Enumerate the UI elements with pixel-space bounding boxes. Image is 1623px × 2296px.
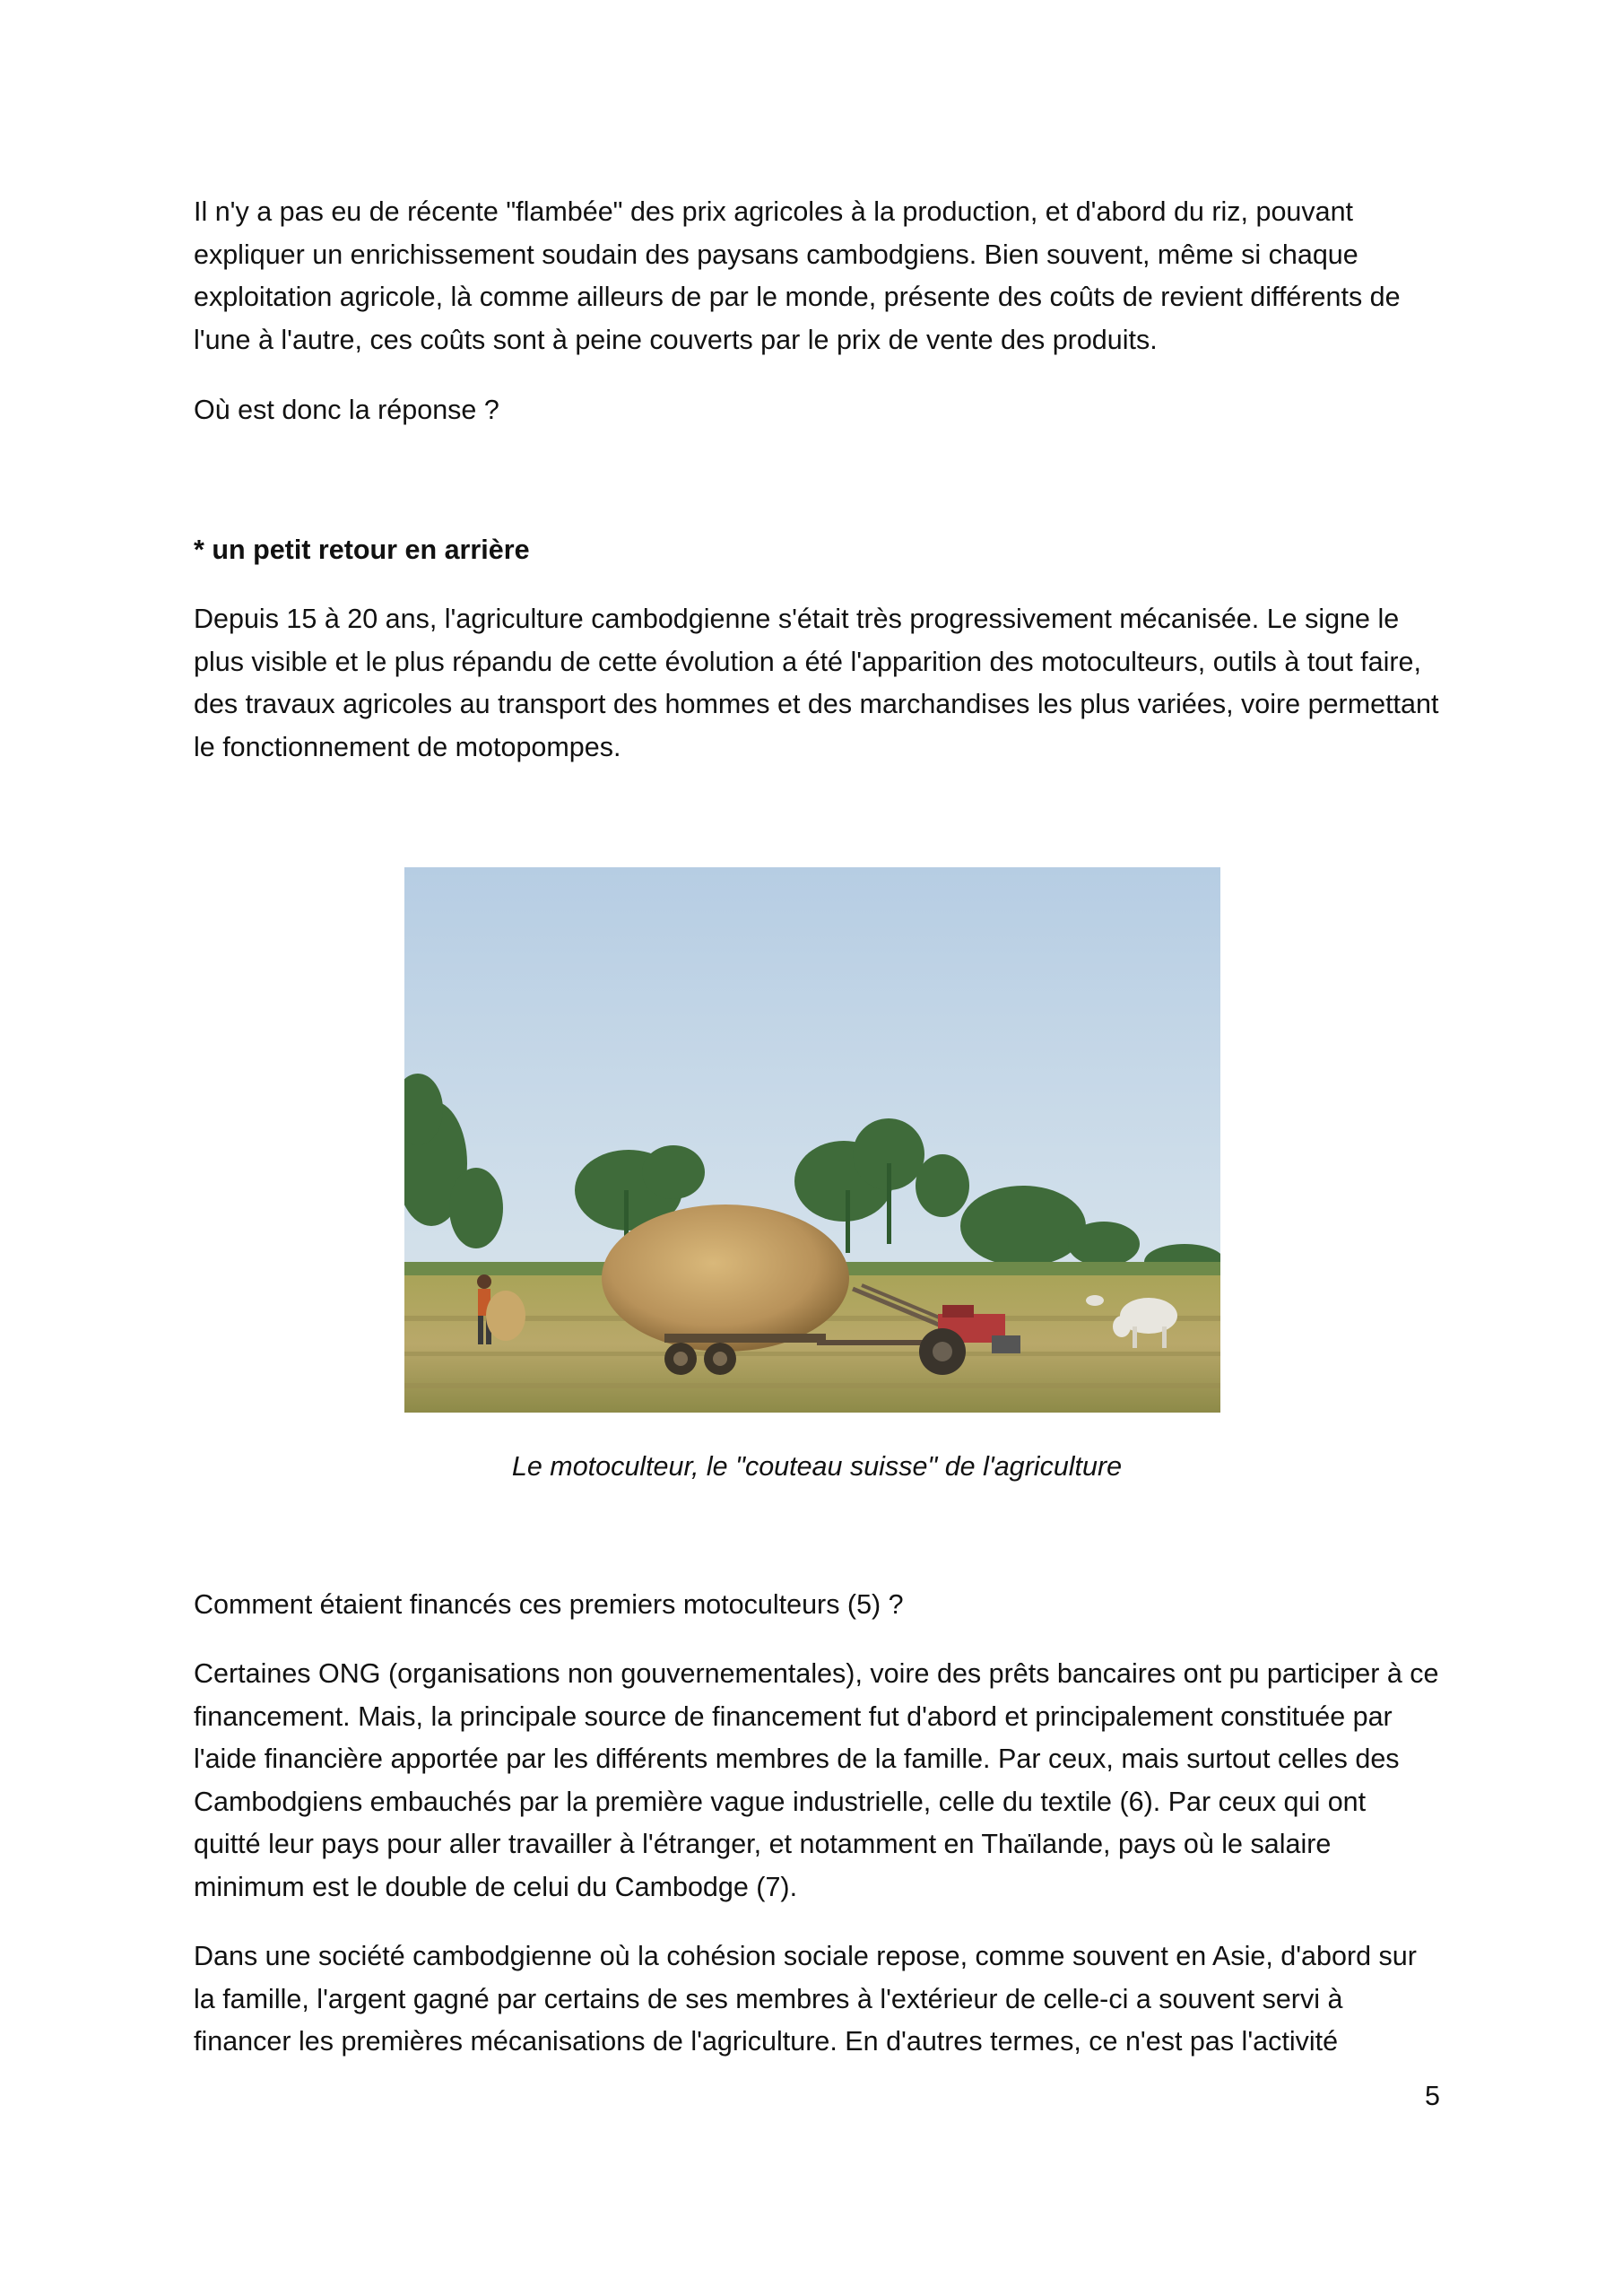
paragraph-question: Où est donc la réponse ? (194, 395, 499, 425)
paragraph-family: Dans une société cambodgienne où la cohésion sociale repose, comme souvent en Asie, d'abord sur la famille, l'argent gagné par certains de ses membres à l'extérieur de celle-ci a souvent servi à financer les premières mécanisations de l'agriculture. En d'autres termes, ce n'est pas l'activité (194, 1941, 1417, 2057)
section-heading: * un petit retour en arrière (194, 535, 530, 565)
figure-caption: Le motoculteur, le "couteau suisse" de l'agriculture (511, 1451, 1123, 1482)
paragraph-mechanisation: Depuis 15 à 20 ans, l'agriculture cambodgienne s'était très progressivement mécanisée. Le signe le plus visible et le plus répandu de cette évolution a été l'apparition des motoculteurs, outils à tout faire, des travaux agricoles au transport des hommes et des marchandises les plus variées, voire permettant le fonctionnement de motopompes. (194, 604, 1439, 762)
paragraph-prices: Il n'y a pas eu de récente "flambée" des prix agricoles à la production, et d'abord du riz, pouvant expliquer un enrichissement soudain des paysans cambodgiens. Bien souvent, même si chaque exploitation agricole, là comme ailleurs de par le monde, présente des coûts de revient différents de l'une à l'autre, ces coûts sont à peine couverts par le prix de vente des produits. (194, 196, 1401, 355)
motoculteur-photo (404, 867, 1220, 1413)
paragraph-financing-question: Comment étaient financés ces premiers motoculteurs (5) ? (194, 1589, 904, 1620)
photo-illustration (404, 867, 1220, 1413)
paragraph-financing: Certaines ONG (organisations non gouvernementales), voire des prêts bancaires ont pu participer à ce financement. Mais, la principale source de financement fut d'abord et principalement constituée par l'aide financière apportée par les différents membres de la famille. Par ceux, mais surtout celles des Cambodgiens embauchés par la première vague industrielle, celle du textile (6). Par ceux qui ont quitté leur pays pour aller travailler à l'étranger, et notamment en Thaïlande, pays où le salaire minimum est le double de celui du Cambodge (7). (194, 1658, 1439, 1902)
page-number: 5 (1425, 2081, 1440, 2111)
